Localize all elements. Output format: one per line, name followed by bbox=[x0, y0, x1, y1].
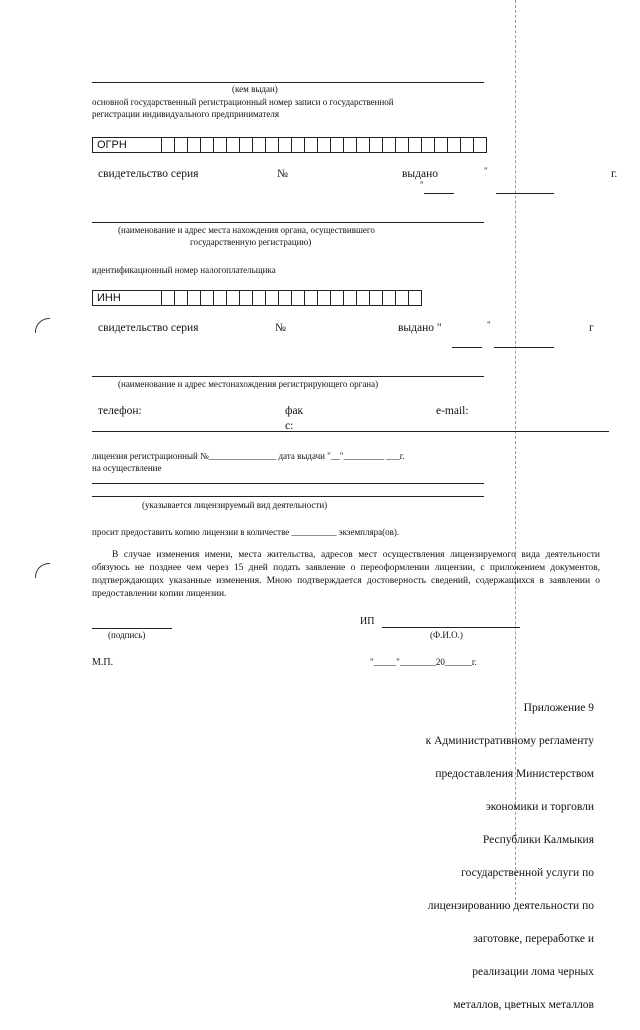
cert2-quote: " bbox=[487, 320, 491, 330]
fax-label-line1: фак bbox=[285, 405, 304, 417]
cert1-issued-label: выдано bbox=[402, 168, 439, 180]
email-label: e-mail: bbox=[436, 405, 469, 417]
appendix-line: металлов, цветных металлов bbox=[453, 998, 594, 1011]
cert2-year: г bbox=[589, 322, 594, 334]
reg-org2-line bbox=[92, 376, 484, 377]
signature-line bbox=[92, 628, 172, 629]
license-activity-label: на осуществление bbox=[92, 463, 162, 473]
issued-by-caption: (кем выдан) bbox=[232, 84, 278, 94]
cert2-day-line bbox=[452, 347, 482, 348]
license-line: лицензия регистрационный №_______________ дата выдачи "__"_________ ___г. bbox=[92, 451, 405, 461]
appendix-line: лицензированию деятельности по bbox=[427, 899, 594, 912]
appendix-line: реализации лома черных bbox=[472, 965, 594, 978]
cert1-number-label: № bbox=[277, 168, 288, 180]
cert1-series-label: свидетельство серия bbox=[98, 168, 199, 180]
appendix-line: Республики Калмыкия bbox=[482, 833, 594, 846]
issued-by-line bbox=[92, 82, 484, 83]
fio-line bbox=[382, 627, 520, 628]
appendix-block bbox=[426, 683, 594, 1030]
cert1-quote: " bbox=[484, 166, 488, 176]
activity-line bbox=[92, 483, 484, 484]
date-line: "_____"________20______г. bbox=[370, 657, 477, 667]
reg-org-caption-line1: (наименование и адрес места нахождения органа, осуществившего bbox=[118, 225, 375, 235]
phone-label: телефон: bbox=[98, 405, 142, 417]
ogrn-label: ОГРН bbox=[93, 138, 162, 152]
cert1-quote: " bbox=[420, 180, 424, 190]
cert2-series-label: свидетельство серия bbox=[98, 322, 199, 334]
copy-request: просит предоставить копию лицензии в количестве __________ экземпляра(ов). bbox=[92, 527, 400, 537]
reg-org-caption-line2: государственную регистрацию) bbox=[190, 237, 312, 247]
ogrn-field[interactable] bbox=[92, 137, 487, 153]
ip-label: ИП bbox=[360, 616, 375, 627]
cert2-issued-label: выдано " bbox=[398, 322, 442, 334]
punch-hole-mark bbox=[35, 318, 50, 333]
cert1-month-line bbox=[496, 193, 554, 194]
appendix-line: к Административному регламенту bbox=[425, 734, 594, 747]
cert2-number-label: № bbox=[275, 322, 286, 334]
inn-label: ИНН bbox=[93, 291, 162, 305]
activity-caption: (указывается лицензируемый вид деятельности) bbox=[142, 500, 328, 510]
activity-line bbox=[92, 496, 484, 497]
ogrn-caption-line2: регистрации индивидуального предпринимателя bbox=[92, 109, 279, 119]
signature-caption: (подпись) bbox=[108, 630, 146, 640]
inn-caption: идентификационный номер налогоплательщика bbox=[92, 265, 276, 275]
appendix-line: заготовке, переработке и bbox=[473, 932, 594, 945]
appendix-line: предоставления Министерством bbox=[435, 767, 594, 780]
fax-label-line2: с: bbox=[285, 420, 294, 432]
cert2-month-line bbox=[494, 347, 554, 348]
contacts-line bbox=[92, 431, 609, 432]
cert1-day-line bbox=[424, 193, 454, 194]
obligation-text: В случае изменения имени, места жительства, адресов мест осуществления лицензируемого вида деятельности обязуюсь не позднее чем через 15 дней подать заявление о переоформлении лицензии, с приложением документов, подтверждающих указанные изменения. Мною подтверждается достоверность сведений, содержащихся в заявлении о предоставлении копии лицензии. bbox=[92, 550, 600, 599]
ogrn-caption-line1: основной государственный регистрационный номер записи о государственной bbox=[92, 97, 394, 107]
inn-field[interactable] bbox=[92, 290, 422, 306]
reg-org2-caption: (наименование и адрес местонахождения регистрирующего органа) bbox=[118, 379, 379, 389]
cert1-year: г. bbox=[611, 168, 618, 180]
reg-org-line bbox=[92, 222, 484, 223]
appendix-line: экономики и торговли bbox=[485, 800, 594, 813]
appendix-line: Приложение 9 bbox=[523, 701, 594, 714]
seal-label: М.П. bbox=[92, 657, 114, 668]
fio-caption: (Ф.И.О.) bbox=[430, 630, 463, 640]
appendix-line: государственной услуги по bbox=[461, 866, 594, 879]
punch-hole-mark bbox=[35, 563, 50, 578]
